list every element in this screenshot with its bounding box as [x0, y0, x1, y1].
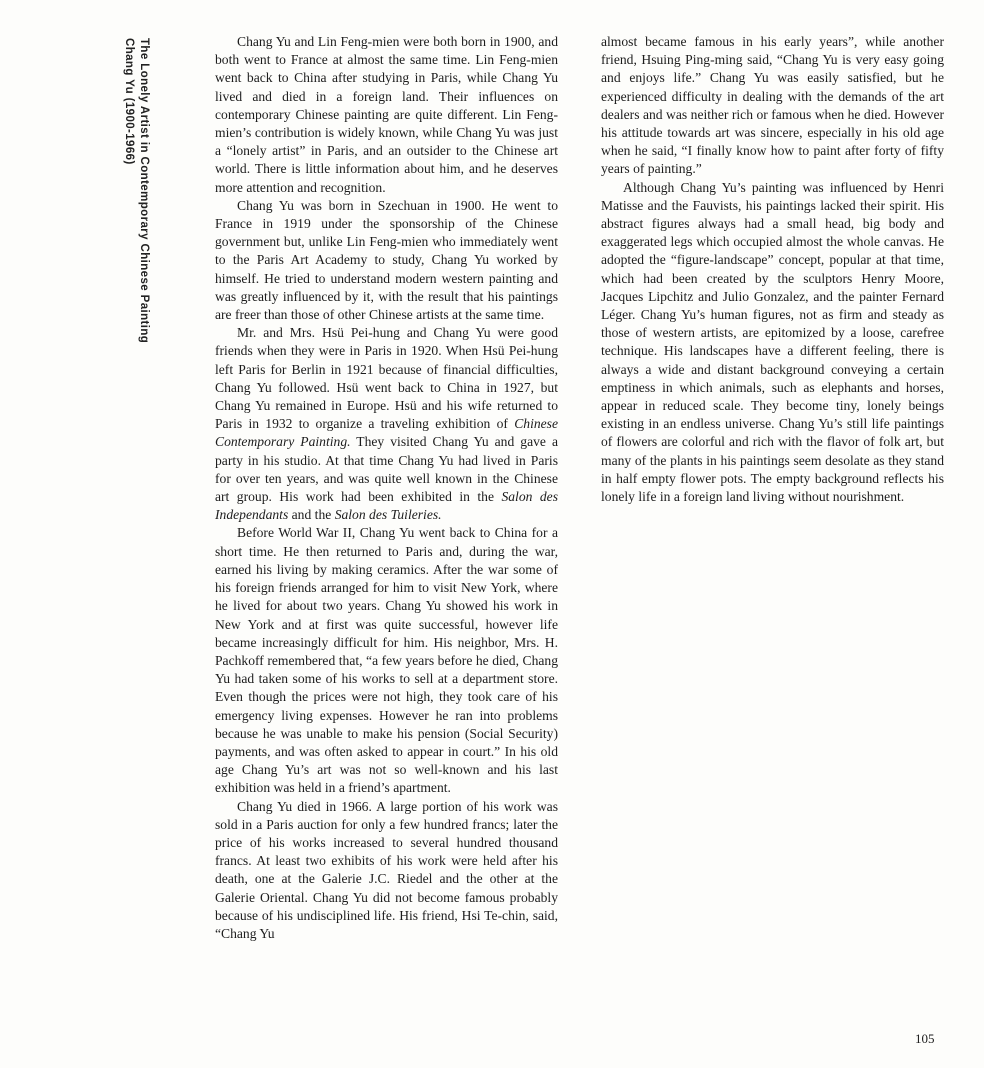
paragraph: [601, 33, 944, 179]
paragraph: [601, 179, 944, 507]
text-segment: almost became famous in his early years”, while another friend, Hsuing Ping-ming said, “Chang Yu is very easy going and enjoys life.” Chang Yu was easily satisfied, but he experienced difficulty in dealing with the demands of the art dealers and was neither rich or famous when he died. However his attitude towards art was sincere, especially in his old age when he said, “I finally know how to paint after forty of fifty years of painting.”: [601, 34, 944, 177]
text-segment: Mr. and Mrs. Hsü Pei-hung and Chang Yu were good friends when they were in Paris in 1920. When Hsü Pei-hung left Paris for Berlin in 1921 because of financial difficulties, Chang Yu followed. Hsü went back to China in 1927, but Chang Yu remained in Europe. Hsü and his wife returned to Paris in 1932 to organize a traveling exhibition of: [215, 325, 558, 432]
left-text-column: [215, 33, 558, 943]
right-text-column: [601, 33, 944, 506]
italic-text-segment: Chinese Contemporary Painting.: [215, 416, 558, 450]
paragraph: [215, 524, 558, 797]
paragraph: [215, 33, 558, 197]
page-number: 105: [915, 1031, 935, 1046]
italic-text-segment: Salon des Tuileries.: [334, 507, 442, 523]
paragraph: [215, 197, 558, 324]
paragraph: [215, 324, 558, 524]
sidebar-title-line1: Chang Yu (1900-1966): [123, 38, 135, 165]
text-segment: They visited Chang Yu and gave a party in his studio. At that time Chang Yu had lived in Paris for over ten years, and was quite well known in the Chinese art group. His work had been exhibited in the: [215, 434, 558, 505]
text-segment: Chang Yu and Lin Feng-mien were both born in 1900, and both went to France at almost the same time. Lin Feng-mien went back to China after studying in Paris, while Chang Yu lived and died in a foreign land. Their influences on contemporary Chinese painting are quite different. Lin Feng-mien’s contribution is widely known, while Chang Yu was just a “lonely artist” in Paris, and an outsider to the Chinese art world. There is little information about him, and he deserves more attention and recognition.: [215, 34, 558, 195]
sidebar-title-line2: The Lonely Artist in Contemporary Chinese Painting: [138, 38, 150, 344]
text-segment: Although Chang Yu’s painting was influenced by Henri Matisse and the Fauvists, his paintings lacked their spirit. His abstract figures always had a small head, big body and exaggerated legs which occupied almost the whole canvas. He adopted the “figure-landscape” concept, popular at that time, which had been created by the sculptors Henry Moore, Jacques Lipchitz and Julio Gonzalez, and the painter Fernard Léger. Chang Yu’s human figures, not as firm and steady as those of western artists, are epitomized by a loose, carefree technique. His landscapes have a different feeling, there is always a wide and distant background conveying a certain emptiness in which animals, such as elephants and horses, appear in reduced scale. They become tiny, lonely beings existing in an endless universe. Chang Yu’s still life paintings of flowers are colorful and rich with the flavor of folk art, but many of the plants in his paintings seem desolate as they stand in half empty flower pots. The empty background reflects his lonely life in a foreign land living without nourishment.: [601, 179, 944, 505]
sidebar-vertical-title: [121, 38, 151, 343]
text-segment: Before World War II, Chang Yu went back to China for a short time. He then returned to Paris and, during the war, earned his living by making ceramics. After the war some of his foreign friends arranged for him to visit New York, where he lived for about two years. Chang Yu showed his work in New York and at first was quite successful, however life became increasingly difficult for him. His neighbor, Mrs. H. Pachkoff remembered that, “a few years before he died, Chang Yu had taken some of his works to sell at a department store. Even though the prices were not high, they took care of his emergency living expenses. However he ran into problems because he was unable to make his pension (Social Security) payments, and was often asked to appear in court.” In his old age Chang Yu’s art was not so well-known and his last exhibition was held in a friend’s apartment.: [215, 525, 558, 796]
paragraph: [215, 798, 558, 944]
text-segment: Chang Yu died in 1966. A large portion of his work was sold in a Paris auction for only a few hundred francs; later the price of his works increased to several hundred thousand francs. At least two exhibits of his work were held after his death, one at the Galerie J.C. Riedel and the other at the Galerie Oriental. Chang Yu did not become famous probably because of his undisciplined life. His friend, Hsi Te-chin, said, “Chang Yu: [215, 798, 558, 941]
italic-text-segment: Salon des Independants: [215, 489, 558, 523]
text-segment: Chang Yu was born in Szechuan in 1900. He went to France in 1919 under the sponsorship of the Chinese government but, unlike Lin Feng-mien who immediately went to the Paris Art Academy to study, Chang Yu worked by himself. He tried to understand modern western painting and was greatly influenced by it, with the result that his paintings are freer than those of other Chinese artists at the same time.: [215, 197, 558, 323]
text-segment: and the: [288, 507, 335, 523]
